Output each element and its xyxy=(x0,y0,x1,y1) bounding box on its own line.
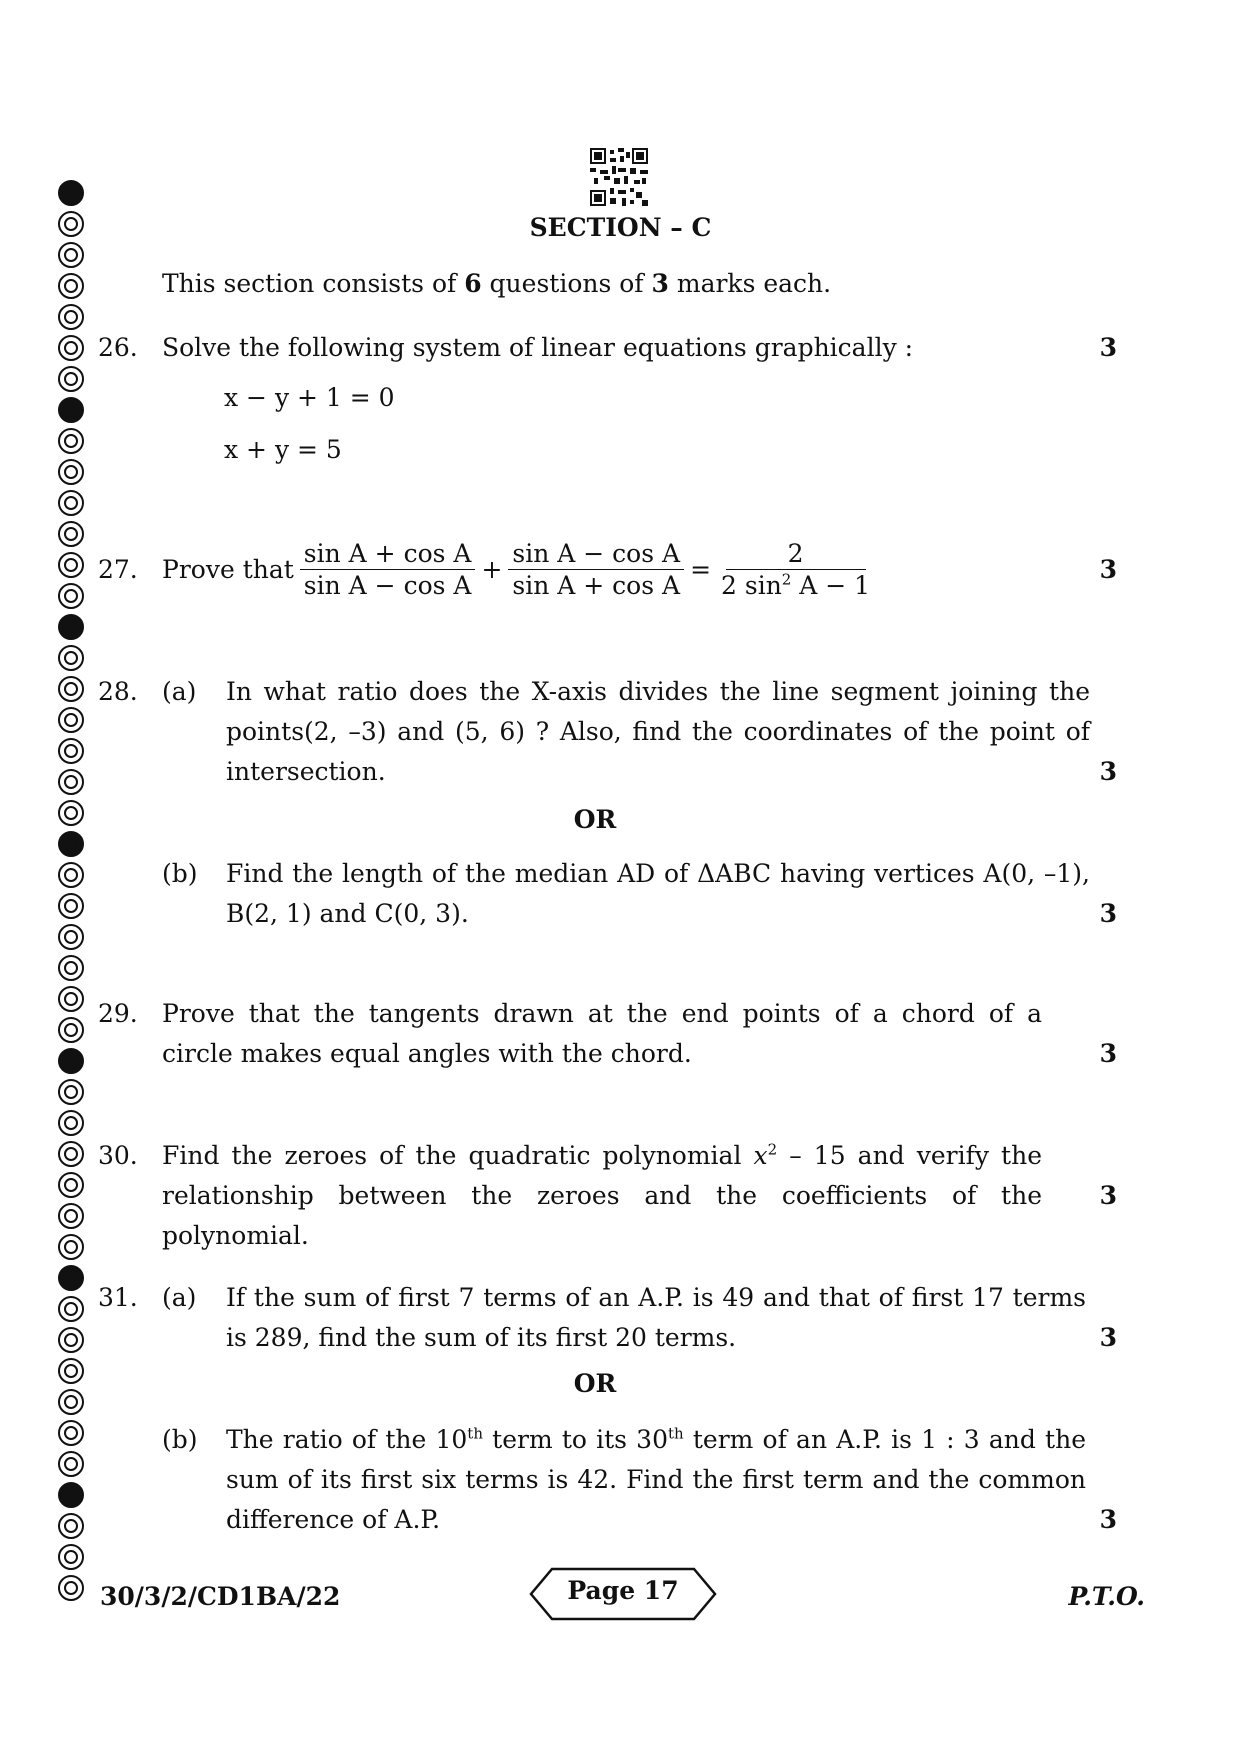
intro-marks: 3 xyxy=(651,269,669,298)
f3-den-sup: 2 xyxy=(781,570,792,589)
fraction-3-numerator: 2 xyxy=(726,539,866,570)
q30-marks: 3 xyxy=(1099,1181,1117,1210)
fraction-3-denominator xyxy=(717,570,874,602)
binding-ring xyxy=(58,180,84,206)
section-intro xyxy=(162,264,831,304)
pto-label: P.T.O. xyxy=(1068,1582,1145,1611)
q31b-text xyxy=(226,1420,1086,1540)
q27-text: Prove that xyxy=(162,555,294,584)
q31b-t1: The ratio of the 10 xyxy=(226,1425,468,1454)
fraction-3 xyxy=(717,539,874,602)
q31b-sup2: th xyxy=(668,1424,684,1443)
binding-ring xyxy=(58,986,84,1012)
q27-equation xyxy=(162,532,878,608)
intro-mid: questions of xyxy=(481,269,652,298)
binding-ring xyxy=(58,1172,84,1198)
binding-ring xyxy=(58,1048,84,1074)
q31-or: OR xyxy=(573,1369,617,1398)
binding-ring xyxy=(58,366,84,392)
q28b-label: (b) xyxy=(162,859,198,888)
binding-ring xyxy=(58,1575,84,1601)
binding-ring xyxy=(58,955,84,981)
binding-ring xyxy=(58,1017,84,1043)
q31b-t2: term to its 30 xyxy=(483,1425,668,1454)
binding-ring xyxy=(58,397,84,423)
binding-ring xyxy=(58,1482,84,1508)
binding-ring xyxy=(58,1141,84,1167)
q29-number: 29. xyxy=(98,999,138,1028)
fraction-2 xyxy=(508,539,684,602)
binding-ring xyxy=(58,614,84,640)
binding-ring xyxy=(58,521,84,547)
q26-equation-2: x + y = 5 xyxy=(224,435,342,464)
q26-number: 26. xyxy=(98,333,138,362)
binding-ring xyxy=(58,490,84,516)
fraction-1-denominator: sin A − cos A xyxy=(303,570,472,600)
q27-marks: 3 xyxy=(1099,555,1117,584)
intro-count: 6 xyxy=(464,269,482,298)
binding-ring xyxy=(58,893,84,919)
q28a-marks: 3 xyxy=(1099,757,1117,786)
binding-ring xyxy=(58,459,84,485)
binding-ring xyxy=(58,552,84,578)
q29-text: Prove that the tangents drawn at the end points of a chord of a circle makes equal angles with the chord. xyxy=(162,999,1042,1068)
q31a-text: If the sum of first 7 terms of an A.P. is 49 and that of first 17 terms is 289, find the sum of its first 20 terms. xyxy=(226,1283,1086,1352)
q28b-marks: 3 xyxy=(1099,899,1117,928)
binding-ring xyxy=(58,1513,84,1539)
q31b-t3: term of an A.P. is 1 : 3 and the sum of its first six terms is 42. Find the first term and the common difference of A.P. xyxy=(226,1425,1086,1534)
binding-ring xyxy=(58,924,84,950)
q28a-label: (a) xyxy=(162,677,197,706)
page-number: Page 17 xyxy=(567,1576,679,1605)
binding-ring xyxy=(58,862,84,888)
page-badge xyxy=(528,1566,718,1622)
binding-ring xyxy=(58,1420,84,1446)
q28b-text: Find the length of the median AD of ΔABC having vertices A(0, –1), B(2, 1) and C(0, 3). xyxy=(226,859,1090,928)
binding-ring xyxy=(58,1203,84,1229)
q29-marks: 3 xyxy=(1099,1039,1117,1068)
plus-sign: + xyxy=(481,555,503,584)
q30-text-b: – 15 and verify the relationship between the zeroes and the coefficients of the polynomial. xyxy=(162,1141,1042,1250)
intro-post: marks each. xyxy=(668,269,832,298)
q26-marks: 3 xyxy=(1099,333,1117,362)
q30-exponent: 2 xyxy=(767,1140,778,1159)
binding-ring xyxy=(58,1296,84,1322)
q28a-text: In what ratio does the X-axis divides the line segment joining the points(2, –3) and (5, 6) ? Also, find the coordinates of the point of intersection. xyxy=(226,677,1090,786)
binding-ring xyxy=(58,707,84,733)
binding-ring xyxy=(58,1544,84,1570)
q31b-marks: 3 xyxy=(1099,1505,1117,1534)
fraction-1-numerator: sin A + cos A xyxy=(300,539,476,570)
q30-number: 30. xyxy=(98,1141,138,1170)
q28-or: OR xyxy=(573,805,617,834)
q27-number: 27. xyxy=(98,555,138,584)
paper-code: 30/3/2/CD1BA/22 xyxy=(100,1582,341,1611)
q30-variable: x xyxy=(753,1141,768,1170)
binding-ring xyxy=(58,1079,84,1105)
binding-ring xyxy=(58,676,84,702)
f3-den-b: A − 1 xyxy=(791,570,871,600)
fraction-2-numerator: sin A − cos A xyxy=(508,539,684,570)
binding-ring xyxy=(58,428,84,454)
binding-ring xyxy=(58,769,84,795)
binding-ring xyxy=(58,583,84,609)
q31b-sup1: th xyxy=(467,1424,483,1443)
q30-text xyxy=(162,1136,1042,1256)
binding-ring xyxy=(58,304,84,330)
binding-ring xyxy=(58,1451,84,1477)
q31a-marks: 3 xyxy=(1099,1323,1117,1352)
binding-ring xyxy=(58,1234,84,1260)
binding-ring xyxy=(58,645,84,671)
q26-text: Solve the following system of linear equations graphically : xyxy=(162,333,914,362)
binding-ring xyxy=(58,273,84,299)
qr-code xyxy=(590,148,648,206)
binding-ring xyxy=(58,1110,84,1136)
q31b-label: (b) xyxy=(162,1425,198,1454)
q28-number: 28. xyxy=(98,677,138,706)
q26-equation-1: x − y + 1 = 0 xyxy=(224,383,395,412)
q31-number: 31. xyxy=(98,1283,138,1312)
intro-pre: This section consists of xyxy=(162,269,465,298)
f3-den-a: 2 sin xyxy=(721,570,782,600)
binding-ring xyxy=(58,738,84,764)
q30-text-a: Find the zeroes of the quadratic polynomial xyxy=(162,1141,754,1170)
section-title: SECTION – C xyxy=(529,213,712,242)
binding-ring xyxy=(58,335,84,361)
q31a-label: (a) xyxy=(162,1283,197,1312)
binding-ring xyxy=(58,1327,84,1353)
equals-sign: = xyxy=(690,555,712,584)
fraction-2-denominator: sin A + cos A xyxy=(512,570,681,600)
fraction-1 xyxy=(300,539,476,602)
binding-ring xyxy=(58,1265,84,1291)
